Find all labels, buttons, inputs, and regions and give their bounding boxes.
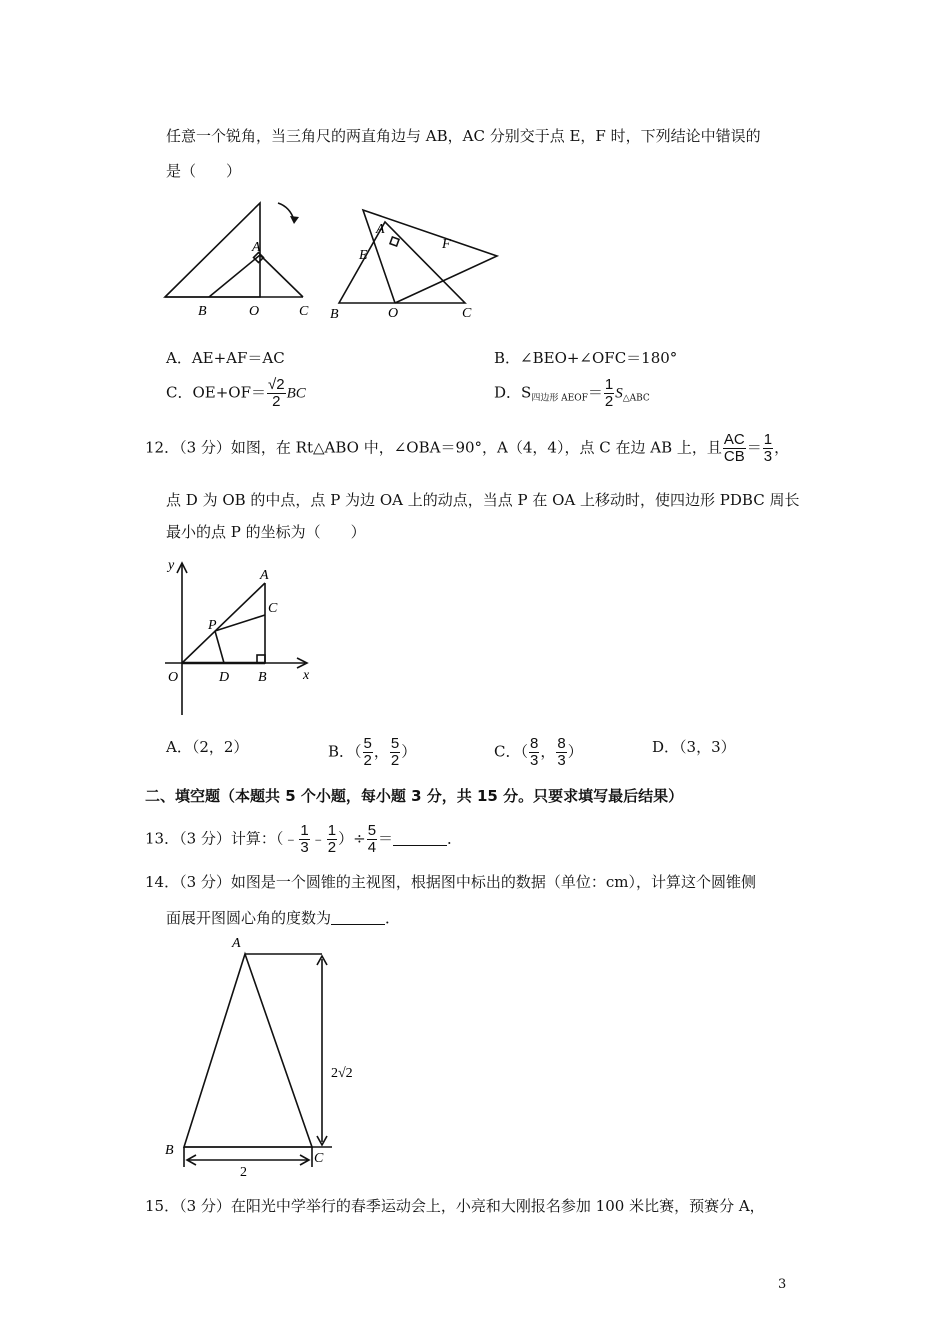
q12-label-p: P (208, 618, 217, 633)
q12-option-b (328, 736, 416, 769)
q11-figure-right (325, 200, 505, 325)
q11-option-d-den: 2 (604, 393, 614, 410)
q12-coordinate-figure (160, 555, 320, 720)
q13-d3: 4 (367, 839, 377, 856)
q12-option-c-frac2 (556, 736, 566, 769)
q11-option-c-num: √2 (268, 376, 285, 393)
q13-frac2 (327, 823, 337, 856)
q14-label-a: A (232, 936, 241, 951)
q11-option-d-prefix: D．S (494, 383, 532, 402)
q13-end: ． (447, 829, 463, 848)
q11-option-a: A．AE+AF＝AC (166, 349, 285, 367)
q11-line2: 是（ ） (166, 162, 242, 180)
q12-option-b-frac2 (390, 736, 400, 769)
q11-option-d-sub2: △ABC (622, 393, 650, 404)
q15-line1: 15．（3 分）在阳光中学举行的春季运动会上，小亮和大刚报名参加 100 米比赛，预赛分 A， (145, 1197, 765, 1215)
q13-eq: ＝ (378, 829, 394, 848)
q12-option-c-frac1 (529, 736, 539, 769)
q11-option-d-s: S (615, 385, 623, 402)
q11-option-c (166, 377, 306, 410)
q13-mid: ）÷ (338, 829, 366, 848)
q12-ratio-num: AC (723, 431, 745, 448)
q13-n2: 1 (327, 822, 337, 839)
q11-option-b: B．∠BEO+∠OFC＝180° (494, 349, 678, 367)
q14-cone-figure (160, 932, 380, 1177)
q12-label-x: x (303, 668, 310, 683)
q12-line1-text: 12．（3 分）如图，在 Rt△ABO 中，∠OBA＝90°，A（4，4），点 C 在边 AB 上，且 (145, 438, 722, 457)
q11-fig2-label-f: F (442, 237, 451, 252)
q11-fig2-label-a: A (376, 222, 385, 237)
page-number: 3 (778, 1277, 787, 1292)
q11-figure-left (160, 195, 320, 325)
q11-fig2-label-o: O (388, 306, 399, 321)
q13-frac1 (299, 823, 309, 856)
q11-fig1-label-a: A (252, 240, 261, 255)
q12-line1 (145, 432, 789, 465)
q12-eq: ＝ (746, 438, 762, 457)
q12-option-c-sep: ， (540, 742, 556, 761)
q12-value-num: 1 (763, 431, 773, 448)
q12-label-y: y (168, 558, 175, 573)
q12-option-c-n1: 8 (529, 735, 539, 752)
q13-n1: 1 (300, 822, 309, 839)
q12-option-b-frac1 (363, 736, 373, 769)
q11-option-c-frac (267, 377, 286, 410)
q12-option-c-d1: 3 (529, 752, 539, 769)
q12-value-den: 3 (763, 448, 773, 465)
q12-option-d: D．（3，3） (652, 738, 736, 756)
q13-answer-blank (393, 832, 447, 846)
q12-option-b-prefix: B．（ (328, 742, 362, 761)
q13-n3: 5 (367, 822, 377, 839)
q12-option-b-d2: 2 (390, 752, 400, 769)
q12-ratio-frac (723, 432, 746, 465)
q11-option-d (494, 377, 650, 410)
q12-label-c: C (268, 601, 278, 616)
q12-option-b-sep: ， (373, 742, 389, 761)
q11-option-d-frac (604, 377, 614, 410)
q12-option-c-d2: 3 (557, 752, 566, 769)
q11-option-d-sub1: 四边形 AEOF (531, 393, 588, 404)
q14-answer-blank (331, 911, 385, 925)
q14-line2 (166, 907, 400, 929)
q11-option-c-suffix: BC (286, 385, 306, 402)
q12-option-b-n1: 5 (363, 735, 372, 752)
q12-ratio-den: CB (723, 448, 745, 465)
q12-option-c-prefix: C．（ (494, 742, 528, 761)
q12-line3: 最小的点 P 的坐标为（ ） (166, 523, 366, 541)
q13-prefix: 13．（3 分）计算：（﹣ (145, 829, 299, 848)
q11-option-d-eq: ＝ (587, 383, 603, 402)
q12-option-c (494, 736, 583, 769)
q11-fig2-label-b: B (330, 307, 339, 322)
q12-option-b-n2: 5 (390, 735, 400, 752)
q11-fig2-label-c: C (462, 306, 472, 321)
q13-d1: 3 (300, 839, 309, 856)
q12-option-c-n2: 8 (557, 735, 566, 752)
q12-option-b-d1: 2 (363, 752, 372, 769)
q11-fig1-label-b: B (198, 304, 207, 319)
q12-label-d: D (219, 670, 230, 685)
q11-option-c-prefix: C．OE+OF＝ (166, 383, 266, 402)
q12-comma: ， (774, 438, 790, 457)
q12-option-c-suffix: ） (567, 742, 583, 761)
q11-fig1-label-o: O (249, 304, 260, 319)
q12-line2: 点 D 为 OB 的中点，点 P 为边 OA 上的动点，当点 P 在 OA 上移动时，使四边形 PDBC 周长 (166, 491, 800, 509)
q12-option-a: A．（2，2） (166, 738, 249, 756)
q14-end: ． (385, 909, 401, 927)
q13-frac3 (367, 823, 377, 856)
section-2-heading: 二、填空题（本题共 5 个小题，每小题 3 分，共 15 分。只要求填写最后结果） (145, 787, 684, 805)
q11-option-d-num: 1 (604, 376, 614, 393)
q14-line1: 14．（3 分）如图是一个圆锥的主视图，根据图中标出的数据（单位：cm），计算这个圆锥侧 (145, 873, 757, 891)
q11-fig1-label-c: C (299, 304, 309, 319)
q12-label-o: O (168, 670, 179, 685)
q13-minus: ﹣ (310, 829, 326, 848)
q11-line1: 任意一个锐角，当三角尺的两直角边与 AB，AC 分别交于点 E，F 时，下列结论中错误的 (166, 127, 761, 145)
q12-label-a: A (260, 568, 269, 583)
q14-height-label: 2√2 (331, 1066, 353, 1081)
q14-label-c: C (314, 1151, 324, 1166)
q13-d2: 2 (327, 839, 337, 856)
q12-option-b-suffix: ） (401, 742, 417, 761)
q12-label-b: B (258, 670, 267, 685)
q11-option-c-den: 2 (272, 393, 281, 410)
q13 (145, 823, 462, 856)
q12-value-frac (763, 432, 773, 465)
q14-line2-text: 面展开图圆心角的度数为 (166, 909, 332, 927)
q14-label-b: B (165, 1143, 174, 1158)
q11-fig2-label-e: E (359, 248, 368, 263)
q14-base-label: 2 (240, 1165, 247, 1177)
